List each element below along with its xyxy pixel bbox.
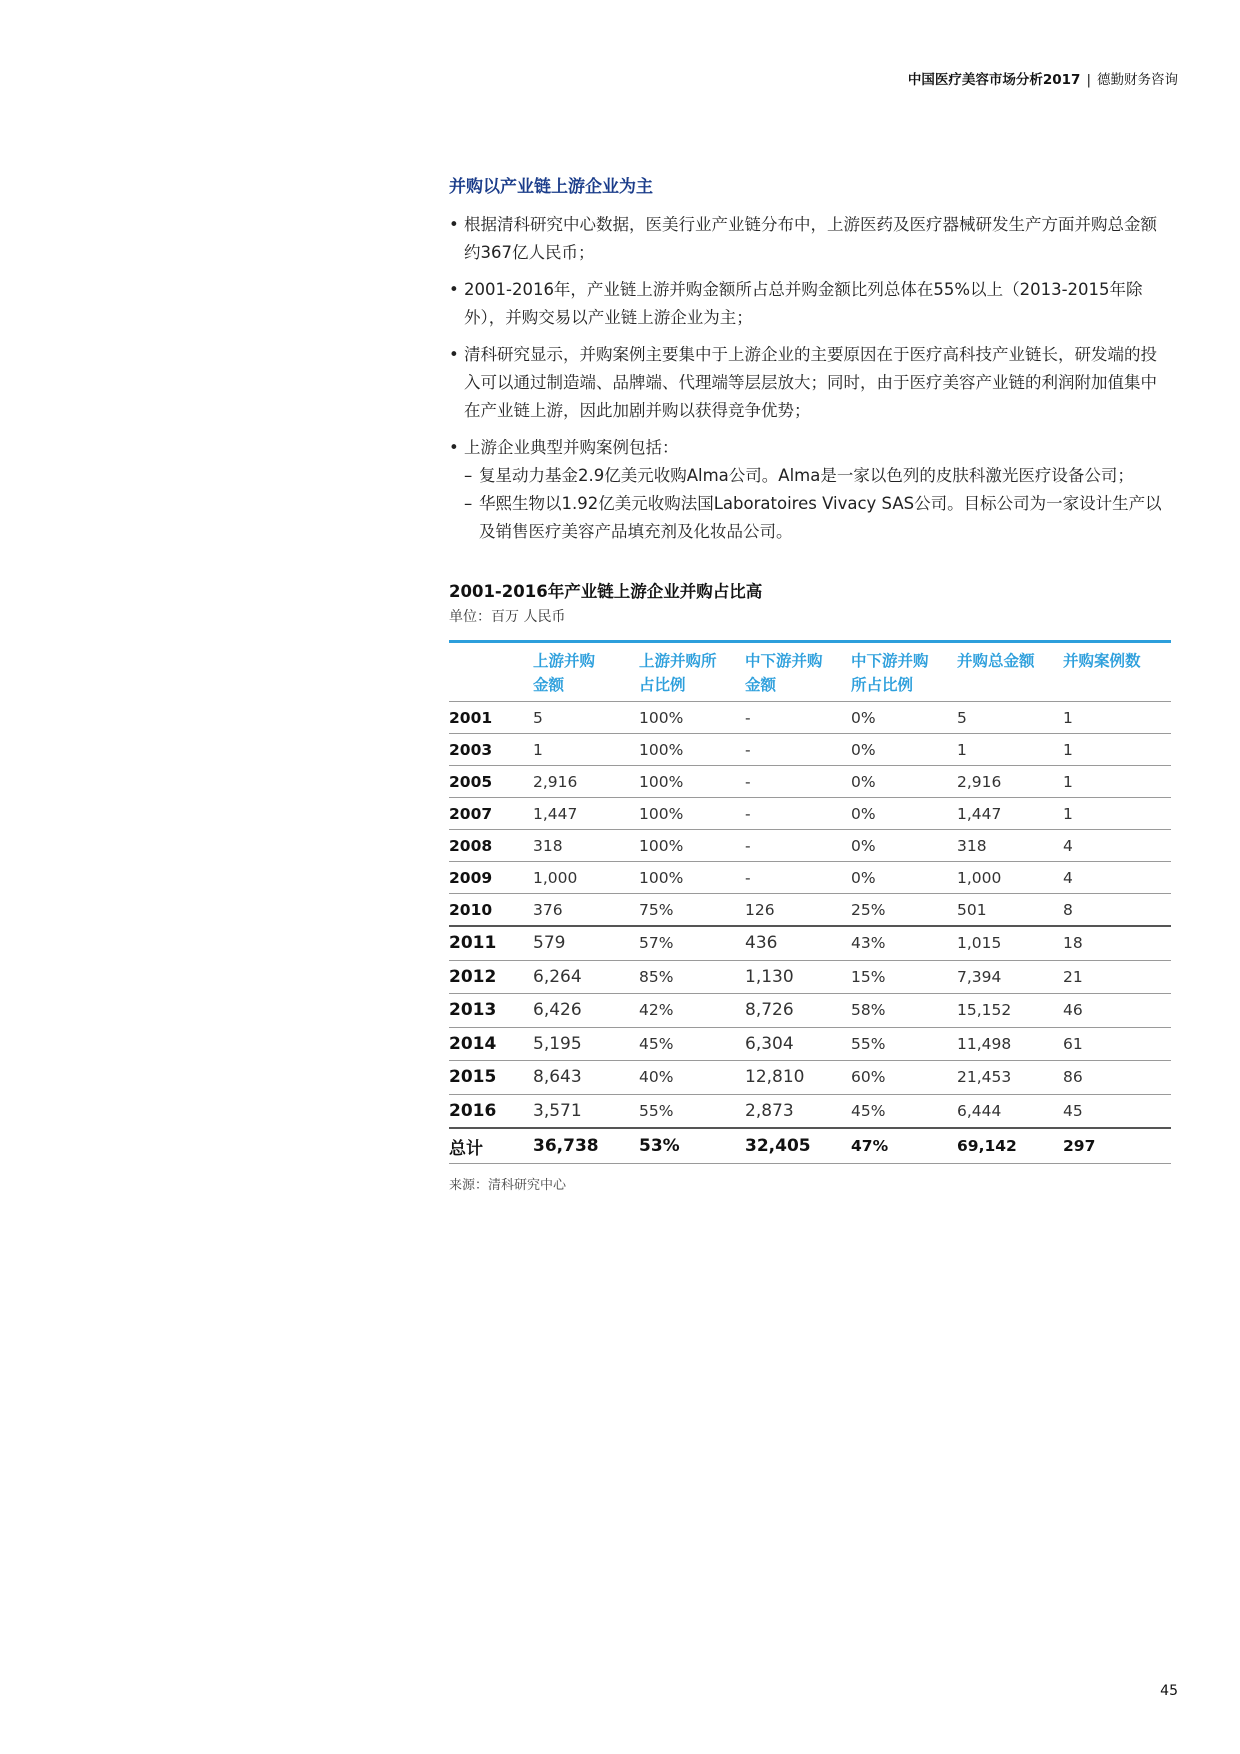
table-cell: 1,447 — [957, 798, 1063, 830]
table-row — [449, 702, 1171, 734]
table-cell: - — [745, 830, 851, 862]
table-cell: 57% — [639, 926, 745, 960]
table-cell: 61 — [1063, 1027, 1171, 1061]
column-header-line: 金额 — [533, 676, 565, 694]
table-cell: 579 — [533, 926, 639, 960]
column-header — [957, 642, 1063, 702]
row-year: 2008 — [449, 830, 533, 862]
table-row — [449, 960, 1171, 994]
table-cell: 0% — [851, 830, 957, 862]
bullet-item — [449, 434, 1171, 546]
column-header-line: 中下游并购 — [745, 652, 823, 670]
column-header — [745, 642, 851, 702]
table-cell: 318 — [957, 830, 1063, 862]
column-header — [639, 642, 745, 702]
page-number: 45 — [1160, 1683, 1178, 1699]
column-header — [449, 642, 533, 702]
column-header — [1063, 642, 1171, 702]
table-cell: - — [745, 862, 851, 894]
table-cell: 2,916 — [533, 766, 639, 798]
row-year: 2012 — [449, 960, 533, 994]
row-year: 2005 — [449, 766, 533, 798]
table-cell: 100% — [639, 798, 745, 830]
table-header-row — [449, 642, 1171, 702]
table-cell: 12,810 — [745, 1061, 851, 1095]
table-cell: 436 — [745, 926, 851, 960]
table-cell: 6,304 — [745, 1027, 851, 1061]
table-unit: 单位：百万 人民币 — [449, 609, 566, 625]
table-cell: 0% — [851, 702, 957, 734]
table-cell: 8,726 — [745, 994, 851, 1028]
row-year: 2009 — [449, 862, 533, 894]
row-year: 2001 — [449, 702, 533, 734]
table-cell: 5 — [533, 702, 639, 734]
table-cell: 100% — [639, 766, 745, 798]
table-cell: 126 — [745, 894, 851, 927]
column-header-line: 占比例 — [639, 676, 686, 694]
table-cell: 1 — [1063, 734, 1171, 766]
table-cell: 21 — [1063, 960, 1171, 994]
total-cell: 36,738 — [533, 1128, 639, 1164]
table-cell: 43% — [851, 926, 957, 960]
total-label: 总计 — [449, 1128, 533, 1164]
table-cell: 4 — [1063, 862, 1171, 894]
table-cell: 6,444 — [957, 1094, 1063, 1128]
table-cell: - — [745, 734, 851, 766]
table-cell: 45% — [851, 1094, 957, 1128]
bullet-item-text: 上游企业典型并购案例包括： — [464, 438, 679, 457]
table-row — [449, 994, 1171, 1028]
row-year: 2007 — [449, 798, 533, 830]
table-row — [449, 1094, 1171, 1128]
table-cell: 5,195 — [533, 1027, 639, 1061]
total-cell: 32,405 — [745, 1128, 851, 1164]
ma-table — [449, 640, 1171, 1164]
table-cell: 55% — [851, 1027, 957, 1061]
table-cell: 2,916 — [957, 766, 1063, 798]
table-cell: 100% — [639, 702, 745, 734]
table-cell: 1 — [957, 734, 1063, 766]
table-cell: 15,152 — [957, 994, 1063, 1028]
sub-item: – 复星动力基金2.9亿美元收购Alma公司。Alma是一家以色列的皮肤科激光医疗设备公司； — [464, 462, 1171, 490]
table-cell: 5 — [957, 702, 1063, 734]
table-row — [449, 1061, 1171, 1095]
table-cell: - — [745, 766, 851, 798]
table-cell: 1,447 — [533, 798, 639, 830]
column-header — [851, 642, 957, 702]
table-row — [449, 830, 1171, 862]
table-cell: 55% — [639, 1094, 745, 1128]
section-title: 并购以产业链上游企业为主 — [449, 177, 653, 197]
table-cell: 46 — [1063, 994, 1171, 1028]
table-title: 2001-2016年产业链上游企业并购占比高 — [449, 582, 763, 601]
table-cell: 8 — [1063, 894, 1171, 927]
table-cell: 86 — [1063, 1061, 1171, 1095]
table-cell: 0% — [851, 734, 957, 766]
table-cell: 1,000 — [533, 862, 639, 894]
sub-item: – 华熙生物以1.92亿美元收购法国Laboratoires Vivacy SAS公司。目标公司为一家设计生产以及销售医疗美容产品填充剂及化妆品公司。 — [464, 490, 1171, 546]
table-cell: 1 — [1063, 702, 1171, 734]
table-cell: 1,130 — [745, 960, 851, 994]
table-cell: 0% — [851, 766, 957, 798]
source-note: 来源：清科研究中心 — [449, 1178, 567, 1193]
column-header-line: 并购案例数 — [1063, 652, 1141, 670]
table-row — [449, 766, 1171, 798]
main-content — [449, 172, 1171, 1193]
total-cell: 297 — [1063, 1128, 1171, 1164]
total-cell: 53% — [639, 1128, 745, 1164]
column-header — [533, 642, 639, 702]
company-name: 德勤财务咨询 — [1097, 72, 1178, 88]
bullet-item: • 根据清科研究中心数据，医美行业产业链分布中，上游医药及医疗器械研发生产方面并购总金额约367亿人民币； — [449, 211, 1171, 267]
table-cell: 60% — [851, 1061, 957, 1095]
table-cell: 6,426 — [533, 994, 639, 1028]
table-cell: 4 — [1063, 830, 1171, 862]
table-body — [449, 702, 1171, 1164]
table-cell: 1 — [533, 734, 639, 766]
column-header-line: 所占比例 — [851, 676, 914, 694]
table-cell: 501 — [957, 894, 1063, 927]
report-title: 中国医疗美容市场分析2017 — [907, 72, 1081, 88]
table-row — [449, 894, 1171, 927]
table-cell: 2,873 — [745, 1094, 851, 1128]
table-cell: 6,264 — [533, 960, 639, 994]
table-cell: 45% — [639, 1027, 745, 1061]
table-cell: - — [745, 798, 851, 830]
table-row — [449, 926, 1171, 960]
table-row — [449, 1027, 1171, 1061]
table-cell: 0% — [851, 798, 957, 830]
header-separator: | — [1086, 72, 1091, 88]
bullet-list — [449, 211, 1171, 546]
table-cell: 1,015 — [957, 926, 1063, 960]
total-row — [449, 1128, 1171, 1164]
table-row — [449, 862, 1171, 894]
table-cell: 11,498 — [957, 1027, 1063, 1061]
table-cell: 18 — [1063, 926, 1171, 960]
table-cell: 1 — [1063, 766, 1171, 798]
total-cell: 47% — [851, 1128, 957, 1164]
page-header — [908, 68, 1178, 88]
table-row — [449, 734, 1171, 766]
table-cell: 3,571 — [533, 1094, 639, 1128]
total-cell: 69,142 — [957, 1128, 1063, 1164]
row-year: 2011 — [449, 926, 533, 960]
table-cell: 75% — [639, 894, 745, 927]
row-year: 2013 — [449, 994, 533, 1028]
table-cell: 7,394 — [957, 960, 1063, 994]
table-row — [449, 798, 1171, 830]
table-cell: 100% — [639, 830, 745, 862]
table-cell: 0% — [851, 862, 957, 894]
table-cell: 45 — [1063, 1094, 1171, 1128]
bullet-item: • 清科研究显示，并购案例主要集中于上游企业的主要原因在于医疗高科技产业链长，研发端的投入可以通过制造端、品牌端、代理端等层层放大；同时，由于医疗美容产业链的利润附加值集中在产业链上游，因此加剧并购以获得竞争优势； — [449, 341, 1171, 425]
row-year: 2015 — [449, 1061, 533, 1095]
table-cell: 21,453 — [957, 1061, 1063, 1095]
table-cell: 100% — [639, 734, 745, 766]
column-header-line: 金额 — [745, 676, 777, 694]
table-cell: 15% — [851, 960, 957, 994]
row-year: 2003 — [449, 734, 533, 766]
bullet-item: • 2001-2016年，产业链上游并购金额所占总并购金额比列总体在55%以上（2013-2015年除外），并购交易以产业链上游企业为主； — [449, 276, 1171, 332]
table-cell: 1,000 — [957, 862, 1063, 894]
table-cell: 85% — [639, 960, 745, 994]
column-header-line: 上游并购所 — [639, 652, 717, 670]
table-cell: 8,643 — [533, 1061, 639, 1095]
row-year: 2016 — [449, 1094, 533, 1128]
sub-list — [464, 462, 1171, 546]
row-year: 2010 — [449, 894, 533, 927]
column-header-line: 上游并购 — [533, 652, 596, 670]
table-cell: 100% — [639, 862, 745, 894]
row-year: 2014 — [449, 1027, 533, 1061]
table-cell: - — [745, 702, 851, 734]
column-header-line: 中下游并购 — [851, 652, 929, 670]
column-header-line: 并购总金额 — [957, 652, 1035, 670]
table-cell: 376 — [533, 894, 639, 927]
table-cell: 42% — [639, 994, 745, 1028]
table-cell: 318 — [533, 830, 639, 862]
table-cell: 1 — [1063, 798, 1171, 830]
table-cell: 25% — [851, 894, 957, 927]
table-cell: 40% — [639, 1061, 745, 1095]
table-cell: 58% — [851, 994, 957, 1028]
